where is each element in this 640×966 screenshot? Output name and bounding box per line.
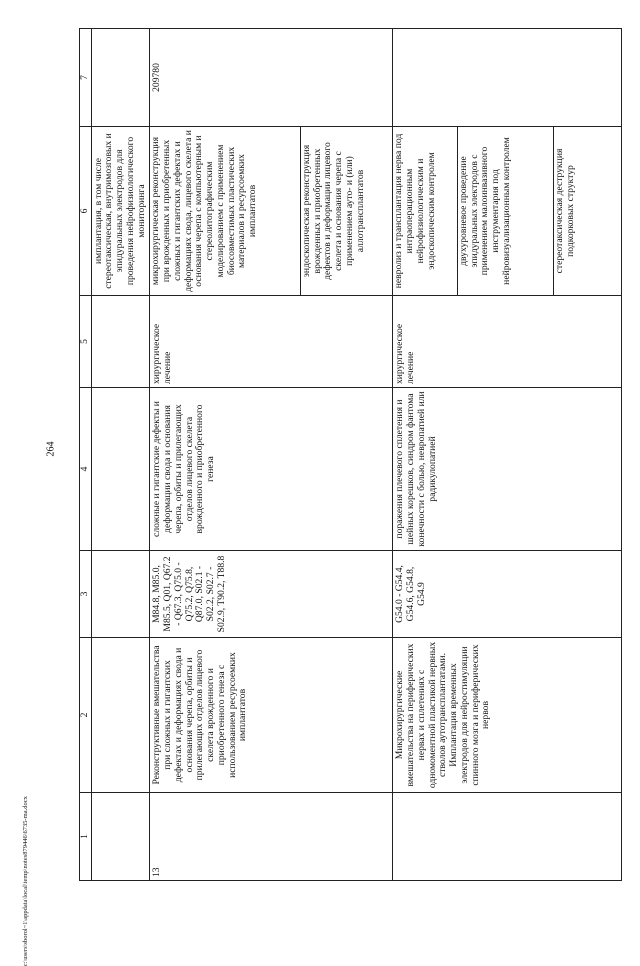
table-row: [91, 29, 150, 881]
row-num: 13: [150, 793, 393, 881]
row-method: имплантация, в том числе стереотаксическая, внутримозговых и эпидуральных электродов для проведения нейрофизиологического мониторинга: [91, 127, 150, 296]
method-item: двухуровневое проведение эпидуральных электродов с применением малоинвазивного инструментария под нейровизуализационным контролем: [457, 127, 553, 295]
row-num: [393, 793, 622, 881]
header-row: [80, 29, 92, 881]
method-item: стереотаксическая деструкция подкорковых структур: [553, 148, 576, 274]
rotated-table-wrapper: [79, 29, 622, 881]
row-treatment: хирургическое лечение: [393, 296, 622, 388]
row-methods: [150, 127, 393, 296]
method-item: микрохирургическая реконструкция при врожденных и приобретенных сложных и гигантских дефектах и деформациях свода, лицевого скелета и основания черепа с компьютерным и стереолитографическим моделированием с применением биосовместимых пластических материалов и ресурсоемких имплантатов: [150, 127, 300, 295]
row-treatment: [91, 296, 150, 388]
row-codes: G54.0 - G54.4, G54.6, G54.8, G54.9: [393, 551, 622, 638]
header-col-3: 3: [80, 551, 92, 638]
row-cost: 209780: [150, 29, 393, 127]
header-col-5: 5: [80, 296, 92, 388]
row-codes: M84.8, M85.0, M85.5, Q01, Q67.2 - Q67.3, Q75.0 - Q75.2, Q75.8, Q87.0, S02.1 - S02.2, S02.7 - S02.9, T90.2, T88.8: [150, 551, 393, 638]
row-model: сложные и гигантские дефекты и деформации свода и основания черепа, орбиты и прилегающих отделов лицевого скелета врожденного и приобретенного генеза: [150, 388, 393, 551]
row-name: Микрохирургические вмешательства на периферических нервах и сплетениях с одномоментной пластикой нервных стволов аутотрансплантатами. Имплантация временных электродов для нейростимуляции спинного мозга и периферических нервов: [393, 638, 622, 793]
footer-file-path: c:\users\sborol~1\appdata\local\temp\notes879446\6735-ma.docx: [21, 796, 29, 966]
row-model: [91, 388, 150, 551]
row-cost: [91, 29, 150, 127]
method-item: эндоскопическая реконструкция врожденных и приобретенных дефектов и деформации лицевого скелета и основания черепа с применением ауто- и (или) аллотрансплантатов: [300, 142, 366, 280]
header-col-1: 1: [80, 793, 92, 881]
header-col-7: 7: [80, 29, 92, 127]
page-number: 264: [45, 441, 57, 457]
header-col-2: 2: [80, 638, 92, 793]
table-row: [150, 29, 393, 881]
row-treatment: хирургическое лечение: [150, 296, 393, 388]
row-codes: [91, 551, 150, 638]
medical-care-table: [79, 28, 622, 881]
methods-list: [150, 127, 392, 295]
methods-list: [393, 127, 621, 295]
header-col-4: 4: [80, 388, 92, 551]
header-col-6: 6: [80, 127, 92, 296]
row-methods: [393, 127, 622, 296]
row-num: [91, 793, 150, 881]
row-model: поражения плечевого сплетения и шейных корешков, синдром фантома конечности с болью, невропатией или радикулопатией: [393, 388, 622, 551]
method-item: невролиз и трансплантация нерва под интраоперационным нейрофизиологическим и эндоскопическим контролем: [393, 127, 457, 295]
row-cost: [393, 29, 622, 127]
row-name: Реконструктивные вмешательства при сложных и гигантских дефектах и деформациях свода и основания черепа, орбиты и прилегающих отделов лицевого скелета врожденного и приобретенного генеза с использованием ресурсоемких имплантатов: [150, 638, 393, 793]
row-name: [91, 638, 150, 793]
table-row: [393, 29, 622, 881]
